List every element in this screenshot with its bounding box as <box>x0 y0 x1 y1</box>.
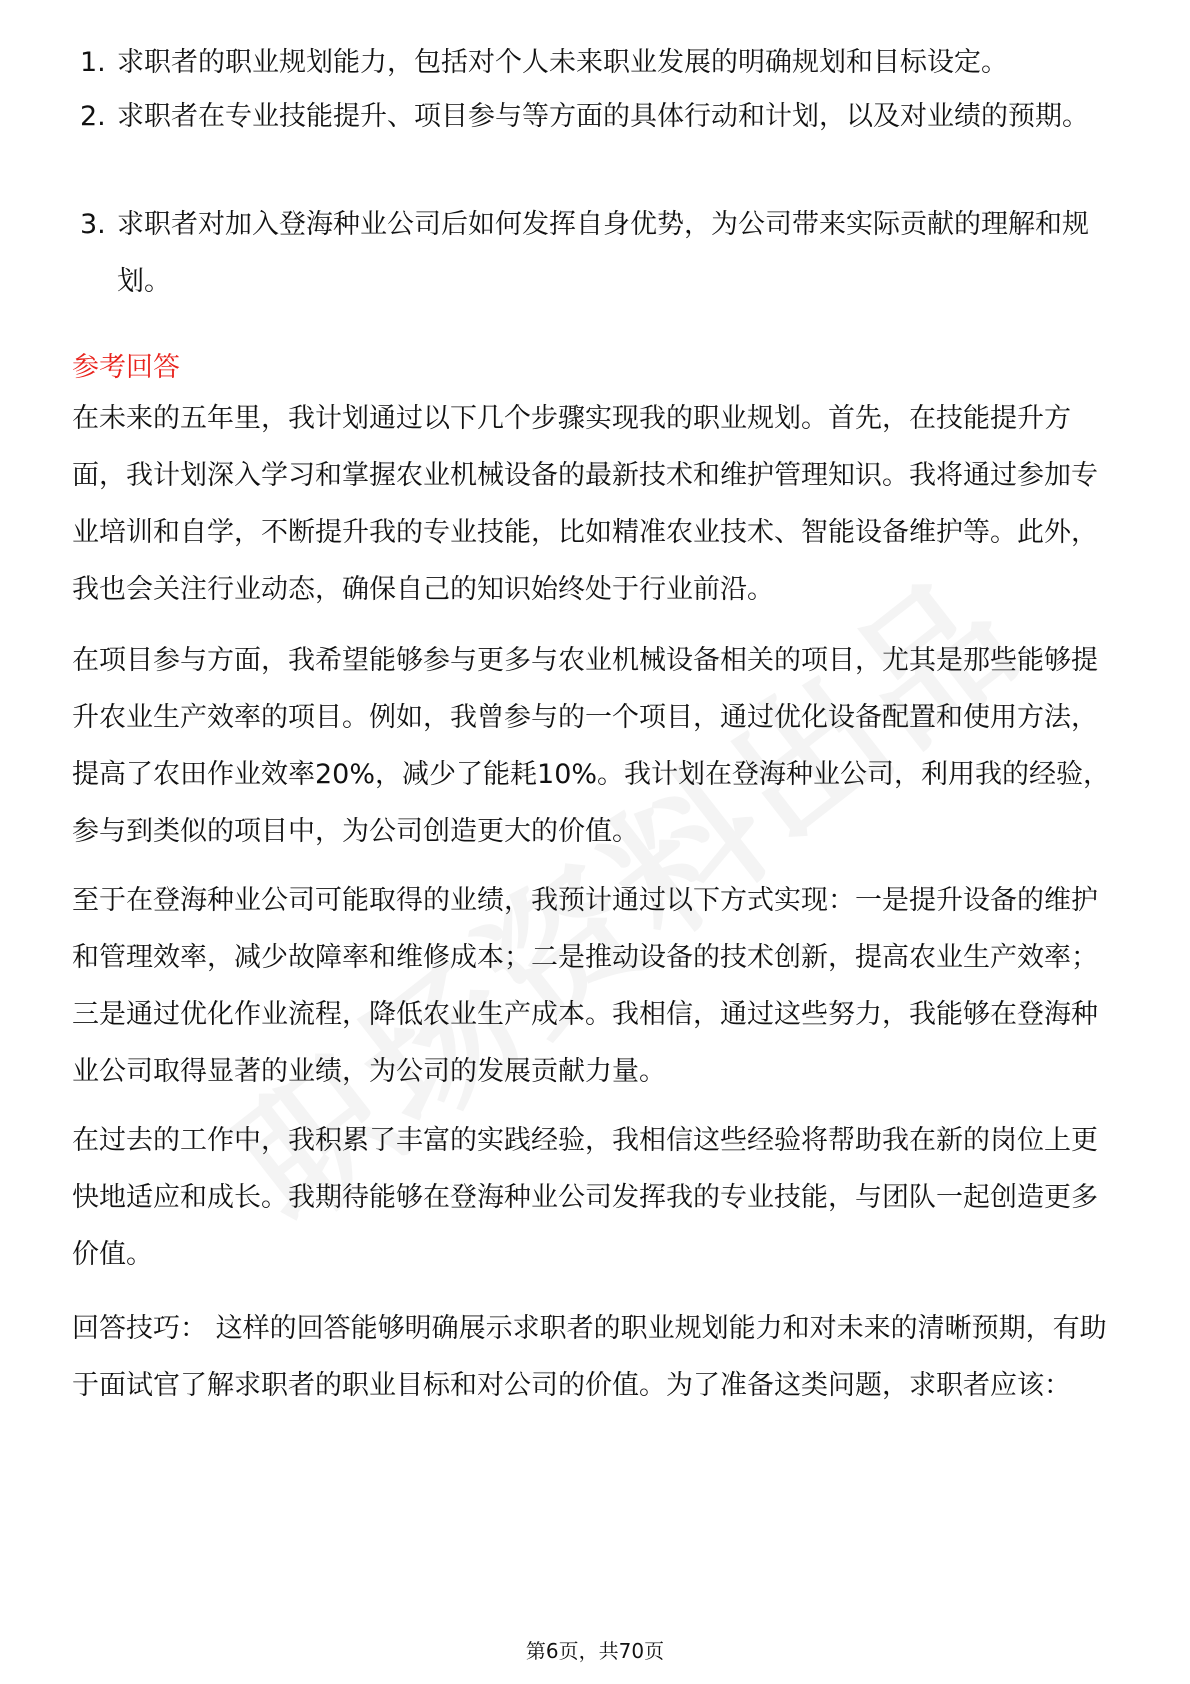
list-item-text: 求职者对加入登海种业公司后如何发挥自身优势，为公司带来实际贡献的理解和规划。 <box>117 209 1089 297</box>
tips-paragraph: 回答技巧： 这样的回答能够明确展示求职者的职业规划能力和对未来的清晰预期，有助于面试官了解求职者的职业目标和对公司的价值。为了准备这类问题，求职者应该： <box>72 1313 1107 1401</box>
list-item <box>80 88 1117 145</box>
section-heading: 参考回答 <box>72 352 180 383</box>
list-item-number: 3. <box>80 209 106 240</box>
list-item-number: 2. <box>80 101 106 132</box>
list-item-number: 1. <box>80 47 106 78</box>
list-item <box>80 196 1117 310</box>
answer-paragraph: 在过去的工作中，我积累了丰富的实践经验，我相信这些经验将帮助我在新的岗位上更快地适应和成长。我期待能够在登海种业公司发挥我的专业技能，与团队一起创造更多价值。 <box>72 1125 1098 1270</box>
list-item <box>80 34 1117 91</box>
list-item-text: 求职者的职业规划能力，包括对个人未来职业发展的明确规划和目标设定。 <box>117 47 1008 78</box>
list-item-text: 求职者在专业技能提升、项目参与等方面的具体行动和计划，以及对业绩的预期。 <box>117 101 1089 132</box>
answer-paragraph: 在未来的五年里，我计划通过以下几个步骤实现我的职业规划。首先，在技能提升方面，我计划深入学习和掌握农业机械设备的最新技术和维护管理知识。我将通过参加专业培训和自学，不断提升我的专业技能，比如精准农业技术、智能设备维护等。此外，我也会关注行业动态，确保自己的知识始终处于行业前沿。 <box>72 403 1098 605</box>
answer-paragraph: 至于在登海种业公司可能取得的业绩，我预计通过以下方式实现：一是提升设备的维护和管理效率，减少故障率和维修成本；二是推动设备的技术创新，提高农业生产效率；三是通过优化作业流程，降低农业生产成本。我相信，通过这些努力，我能够在登海种业公司取得显著的业绩，为公司的发展贡献力量。 <box>72 885 1098 1087</box>
answer-paragraph: 在项目参与方面，我希望能够参与更多与农业机械设备相关的项目，尤其是那些能够提升农业生产效率的项目。例如，我曾参与的一个项目，通过优化设备配置和使用方法，提高了农田作业效率20%，减少了能耗10%。我计划在登海种业公司，利用我的经验，参与到类似的项目中，为公司创造更大的价值。 <box>72 645 1111 847</box>
page-number: 第6页，共70页 <box>525 1639 665 1663</box>
